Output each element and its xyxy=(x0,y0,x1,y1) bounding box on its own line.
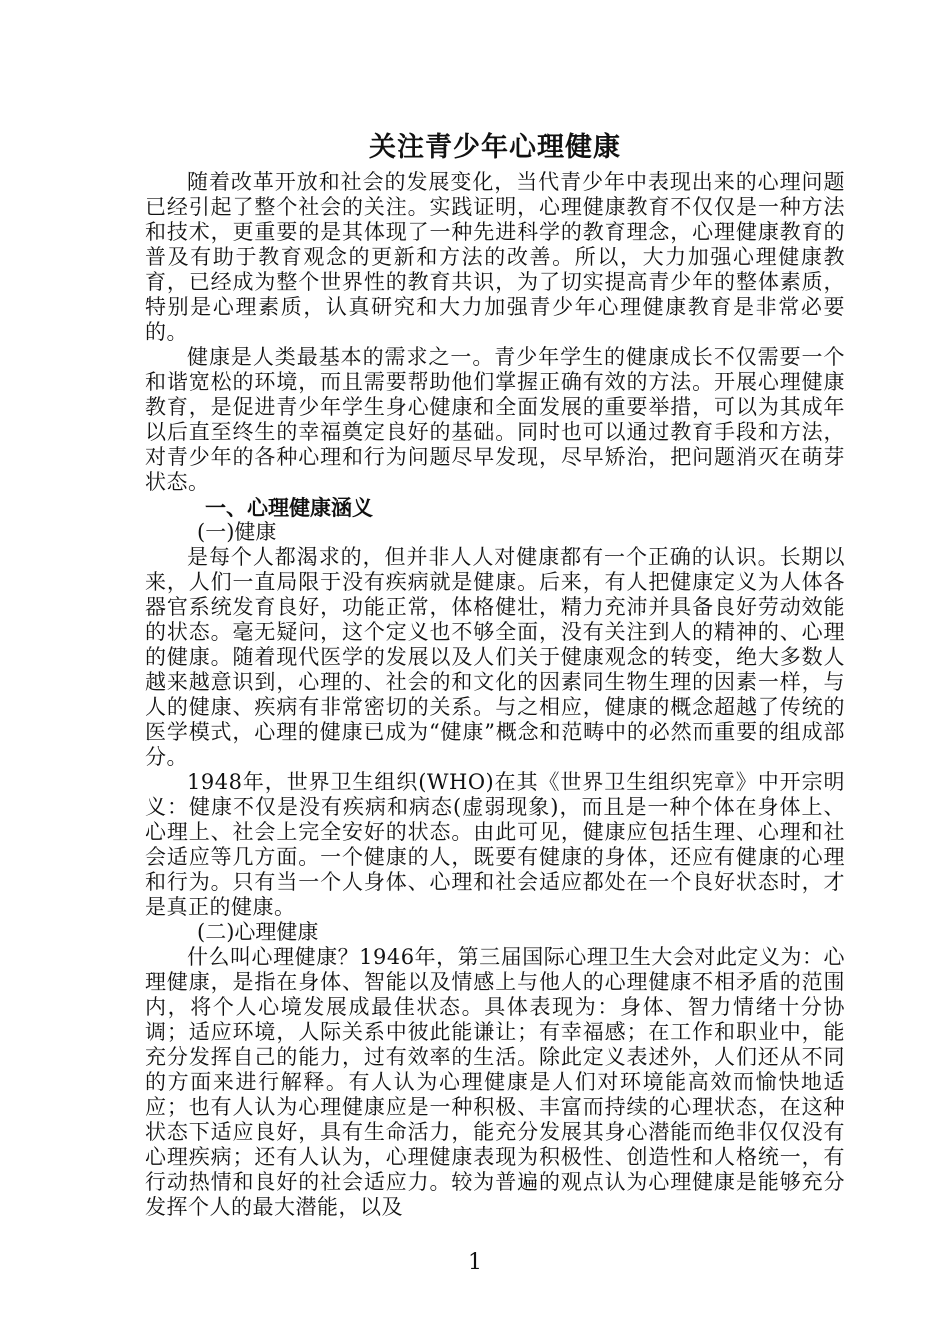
document-title: 关注青少年心理健康 xyxy=(369,132,621,163)
section-heading-1: 一、心理健康涵义 xyxy=(205,495,373,520)
health-paragraph-1: 是每个人都渴求的，但并非人人对健康都有一个正确的认识。长期以来，人们一直局限于没有疾病就是健康。后来，有人把健康定义为人体各器官系统发育良好，功能正常，体格健壮，精力充沛并具备良好劳动效能的状态。毫无疑问，这个定义也不够全面，没有关注到人的精神的、心理的健康。随着现代医学的发展以及人们关于健康观念的转变，绝大多数人越来越意识到，心理的、社会的和文化的因素同生物生理的因素一样，与人的健康、疾病有非常密切的关系。与之相应，健康的概念超越了传统的医学模式，心理的健康已成为“健康”概念和范畴中的必然而重要的组成部分。 xyxy=(145,545,845,769)
health-paragraph-2: 1948年，世界卫生组织(WHO)在其《世界卫生组织宪章》中开宗明义：健康不仅是没有疾病和病态(虚弱现象)，而且是一种个体在身体上、心理上、社会上完全安好的状态。由此可见，健康应包括生理、心理和社会适应等几方面。一个健康的人，既要有健康的身体，还应有健康的心理和行为。只有当一个人身体、心理和社会适应都处在一个良好状态时，才是真正的健康。 xyxy=(145,770,845,919)
page-number: 1 xyxy=(468,1250,482,1275)
intro-paragraph-2: 健康是人类最基本的需求之一。青少年学生的健康成长不仅需要一个和谐宽松的环境，而且需要帮助他们掌握正确有效的方法。开展心理健康教育，是促进青少年学生身心健康和全面发展的重要举措，可以为其成年以后直至终生的幸福奠定良好的基础。同时也可以通过教育手段和方法，对青少年的各种心理和行为问题尽早发现，尽早矫治，把问题消灭在萌芽状态。 xyxy=(145,345,845,494)
intro-paragraph-1: 随着改革开放和社会的发展变化，当代青少年中表现出来的心理问题已经引起了整个社会的关注。实践证明，心理健康教育不仅仅是一种方法和技术，更重要的是其体现了一种先进科学的教育理念，心理健康教育的普及有助于教育观念的更新和方法的改善。所以，大力加强心理健康教育，已经成为整个世界性的教育共识，为了切实提高青少年的整体素质，特别是心理素质，认真研究和大力加强青少年心理健康教育是非常必要的。 xyxy=(145,170,845,344)
document-page xyxy=(145,128,845,1228)
mental-health-paragraph-1: 什么叫心理健康？1946年，第三届国际心理卫生大会对此定义为：心理健康，是指在身体、智能以及情感上与他人的心理健康不相矛盾的范围内，将个人心境发展成最佳状态。具体表现为：身体、智力情绪十分协调；适应环境，人际关系中彼此能谦让；有幸福感；在工作和职业中，能充分发挥自己的能力，过有效率的生活。除此定义表述外，人们还从不同的方面来进行解释。有人认为心理健康是人们对环境能高效而愉快地适应；也有人认为心理健康应是一种积极、丰富而持续的心理状态，在这种状态下适应良好，具有生命活力，能充分发展其身心潜能而绝非仅仅没有心理疾病；还有人认为，心理健康表现为积极性、创造性和人格统一，有行动热情和良好的社会适应力。较为普遍的观点认为心理健康是能够充分发挥个人的最大潜能，以及 xyxy=(145,945,845,1219)
subsection-heading-mental-health: (二)心理健康 xyxy=(197,920,319,944)
subsection-heading-health: (一)健康 xyxy=(197,520,277,544)
